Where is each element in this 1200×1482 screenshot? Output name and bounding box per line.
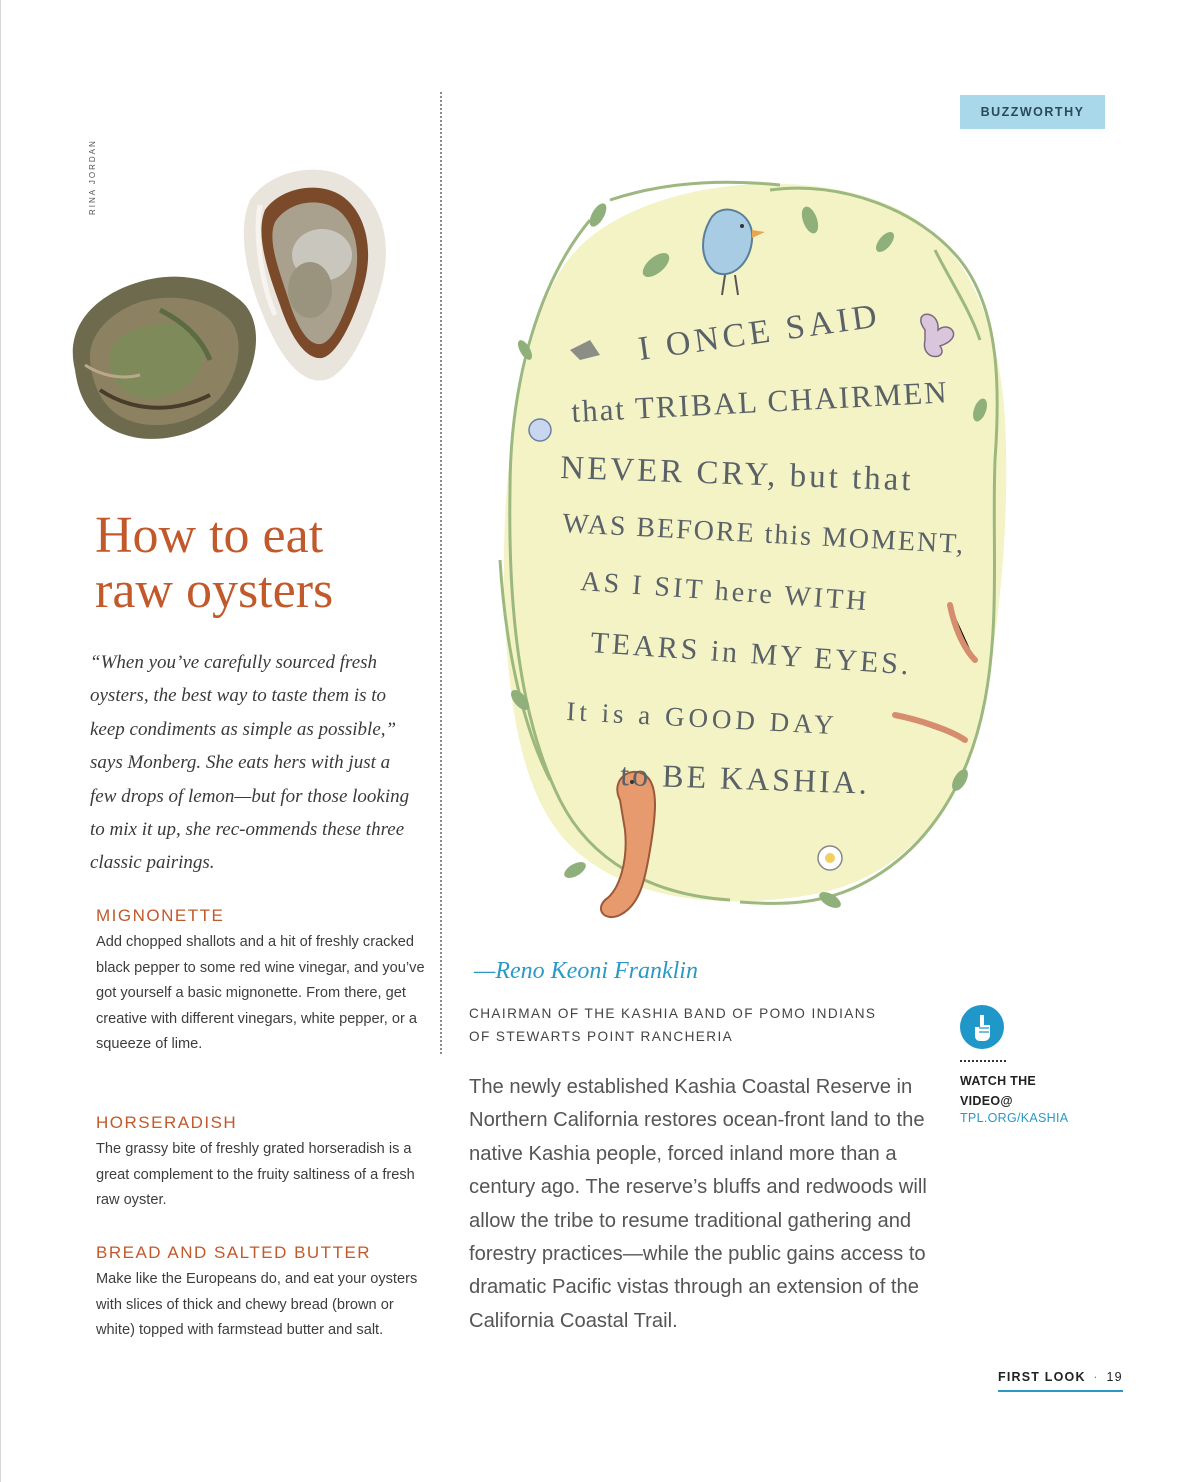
quote-line-8: to BE KASHIA. bbox=[619, 756, 871, 801]
quote-line-4: WAS BEFORE this MOMENT, bbox=[561, 508, 967, 561]
folio-page-number: 19 bbox=[1106, 1370, 1123, 1384]
quote-attribution-title: CHAIRMAN OF THE KASHIA BAND OF POMO INDIANS OF STEWARTS POINT RANCHERIA bbox=[469, 1006, 877, 1044]
tip-heading-horseradish: HORSERADISH bbox=[96, 1113, 238, 1132]
flower-drawing bbox=[529, 419, 551, 441]
headline-line-1: How to eat bbox=[95, 507, 324, 564]
tip-heading-mignonette: MIGNONETTE bbox=[96, 906, 225, 925]
tip-heading-bread-butter: BREAD AND SALTED BUTTER bbox=[96, 1243, 372, 1262]
tip-body-bread-butter: Make like the Europeans do, and eat your oysters with slices of thick and chewy bread (brown or white) topped with farmstead butter and salt. bbox=[96, 1271, 418, 1338]
quote-line-1: I ONCE SAID bbox=[635, 297, 883, 368]
closed-oyster bbox=[73, 277, 256, 439]
pull-quote: “When you’ve carefully sourced fresh oysters, the best way to taste them is to keep condiments as simple as possible,” says Monberg. She eats hers with just a few drops of lemon—but for those looking to mix it up, she rec-ommends these three classic pairings. bbox=[90, 652, 410, 874]
open-oyster bbox=[244, 170, 386, 381]
photo-credit: RINA JORDAN bbox=[88, 139, 97, 215]
watch-video-link[interactable]: TPL.ORG/KASHIA bbox=[960, 1111, 1069, 1125]
quote-attribution-name: —Reno Keoni Franklin bbox=[474, 958, 698, 984]
quote-line-3: NEVER CRY, but that bbox=[559, 450, 915, 499]
pointing-hand-icon[interactable] bbox=[960, 1005, 1004, 1049]
page-edge bbox=[0, 0, 1, 1482]
section-badge: BUZZWORTHY bbox=[960, 95, 1105, 129]
quote-line-2: that TRIBAL CHAIRMEN bbox=[570, 374, 950, 429]
page-folio bbox=[998, 1370, 1123, 1392]
article-body: The newly established Kashia Coastal Reserve in Northern California restores ocean-front land to the native Kashia people, forced inland more than a century ago. The reserve’s bluffs and redwoods will allow the tribe to resume traditional gathering and forestry practices—while the public gains access to dramatic Pacific vistas through an extension of the California Coastal Trail. bbox=[469, 1076, 927, 1332]
tip-body-mignonette: Add chopped shallots and a hit of freshly cracked black pepper to some red wine vinegar, and you’ve got yourself a basic mignonette. From there, get creative with different vinegars, white pepper, or a squeeze of lime. bbox=[96, 934, 425, 1052]
quote-illustration bbox=[480, 160, 1040, 950]
article-headline bbox=[95, 508, 425, 618]
folio-separator: · bbox=[1093, 1370, 1099, 1384]
watch-video-label: WATCH THE VIDEO@ bbox=[960, 1074, 1037, 1108]
daisy-drawing bbox=[818, 846, 842, 870]
folio-section: FIRST LOOK bbox=[998, 1370, 1086, 1384]
column-divider bbox=[440, 92, 442, 1054]
video-divider bbox=[960, 1060, 1006, 1062]
tip-body-horseradish: The grassy bite of freshly grated horseradish is a great complement to the fruity saltiness of a fresh raw oyster. bbox=[96, 1141, 415, 1208]
quote-line-5: AS I SIT here WITH bbox=[579, 566, 871, 618]
quote-line-6: TEARS in MY EYES. bbox=[589, 626, 913, 682]
headline-line-2: raw oysters bbox=[95, 562, 334, 619]
oysters-photo bbox=[60, 160, 420, 460]
quote-line-7: It is a GOOD DAY bbox=[565, 696, 839, 741]
